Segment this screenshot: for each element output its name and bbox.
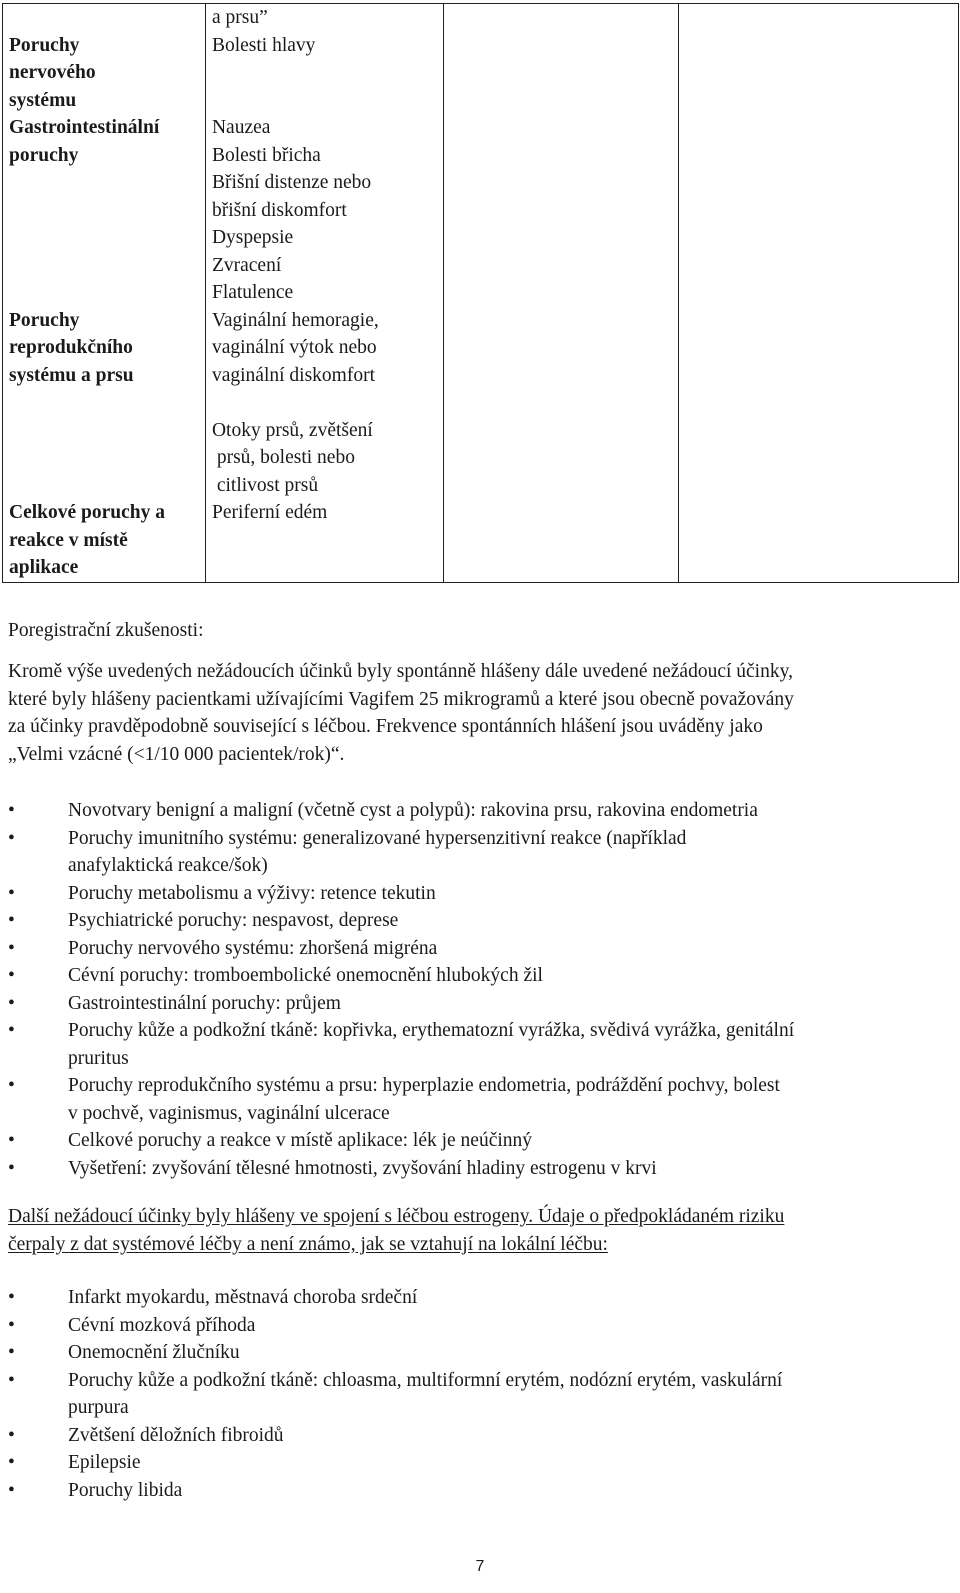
list-item-text: Infarkt myokardu, městnavá choroba srdeční xyxy=(68,1287,418,1308)
list-item xyxy=(0,1339,945,1367)
bullet-icon: • xyxy=(8,965,15,986)
list-item-text: purpura xyxy=(68,1397,129,1418)
list-item-text: Onemocnění žlučníku xyxy=(68,1342,240,1363)
list-item-text: pruritus xyxy=(68,1047,129,1069)
list-item xyxy=(0,962,945,990)
bullet-icon: • xyxy=(8,1314,15,1336)
postmarketing-heading: Poregistrační zkušenosti: xyxy=(8,620,204,641)
list-item xyxy=(0,1072,945,1127)
table-cell-soc xyxy=(3,307,206,500)
bullet-icon: • xyxy=(8,1452,15,1473)
list-item-text: Celkové poruchy a reakce v místě aplikace: lék je neúčinný xyxy=(68,1130,533,1151)
list-item-text: Cévní poruchy: tromboembolické onemocnění hlubokých žil xyxy=(68,965,543,986)
list-item xyxy=(0,825,945,880)
bullet-icon: • xyxy=(8,1479,15,1501)
list-item xyxy=(0,1155,945,1183)
list-item xyxy=(0,797,945,825)
soc-text: systému xyxy=(9,89,77,111)
effect-text: Vaginální hemoragie, xyxy=(211,309,379,331)
effect-text: Břišní distenze nebo xyxy=(211,172,372,193)
estrogen-note-line: čerpaly z dat systémové léčby a není známo, jak se vztahují na lokální léčbu: xyxy=(8,1233,608,1255)
soc-text: nervového xyxy=(9,62,96,83)
bullet-icon: • xyxy=(8,1369,15,1391)
effect-text: Bolesti hlavy xyxy=(211,34,316,56)
effect-text: Periferní edém xyxy=(211,502,328,523)
list-item-text: Poruchy reprodukčního systému a prsu: hyperplazie endometria, podráždění pochvy, bolest xyxy=(68,1075,780,1096)
table-cell-empty xyxy=(443,4,679,583)
list-item-text: Poruchy kůže a podkožní tkáně: kopřivka, erythematozní vyrážka, svědivá vyrážka, genitální xyxy=(68,1020,795,1041)
table-cell-effects xyxy=(205,307,443,500)
bullet-icon: • xyxy=(8,800,15,821)
list-item xyxy=(0,1312,945,1340)
bullet-icon: • xyxy=(8,882,15,904)
table-cell-effects xyxy=(205,499,443,582)
bullet-icon: • xyxy=(8,910,15,931)
bullet-icon: • xyxy=(8,992,15,1014)
bullet-icon: • xyxy=(8,1287,15,1308)
bullet-icon: • xyxy=(8,1424,15,1446)
table-cell-effects xyxy=(205,114,443,307)
estrogen-list xyxy=(0,1284,945,1504)
list-item xyxy=(0,990,945,1018)
bullet-icon: • xyxy=(8,937,15,959)
effect-text: Zvracení xyxy=(211,254,282,276)
table-cell-soc xyxy=(3,499,206,582)
effect-text: citlivost prsů xyxy=(211,474,319,496)
bullet-icon: • xyxy=(8,1020,15,1041)
postmarketing-list xyxy=(0,797,945,1182)
estrogen-note xyxy=(8,1203,953,1258)
paragraph-line: za účinky pravděpodobně související s léčbou. Frekvence spontánních hlášení jsou uváděny jako xyxy=(8,716,763,737)
list-item xyxy=(0,907,945,935)
list-item xyxy=(0,880,945,908)
list-item-text: Zvětšení děložních fibroidů xyxy=(68,1424,284,1446)
soc-text: reakce v místě xyxy=(9,529,128,551)
table-cell-soc xyxy=(3,32,206,115)
effect-text: Nauzea xyxy=(211,117,271,138)
effect-text: Bolesti břicha xyxy=(211,144,321,166)
list-item xyxy=(0,1284,945,1312)
effect-text: Flatulence xyxy=(211,282,294,303)
bullet-icon: • xyxy=(8,1157,15,1179)
table-cell-soc xyxy=(3,114,206,307)
table-row xyxy=(3,4,959,32)
paragraph-line: „Velmi vzácné (<1/10 000 pacientek/rok)“. xyxy=(8,743,345,765)
bullet-icon: • xyxy=(8,827,15,849)
list-item xyxy=(0,1127,945,1155)
list-item xyxy=(0,1017,945,1072)
list-item-text: anafylaktická reakce/šok) xyxy=(68,855,268,876)
bullet-icon: • xyxy=(8,1075,15,1096)
list-item xyxy=(0,1477,945,1505)
estrogen-note-line: Další nežádoucí účinky byly hlášeny ve spojení s léčbou estrogeny. Údaje o předpokládaném riziku xyxy=(8,1206,785,1227)
list-item-text: Cévní mozková příhoda xyxy=(68,1314,256,1336)
list-item-text: Poruchy nervového systému: zhoršená migréna xyxy=(68,937,438,959)
list-item xyxy=(0,1367,945,1422)
postmarketing-paragraph xyxy=(8,658,953,768)
soc-text: reprodukčního xyxy=(9,337,133,358)
bullet-icon: • xyxy=(8,1342,15,1363)
list-item xyxy=(0,1449,945,1477)
soc-text: Poruchy xyxy=(9,34,80,56)
bullet-icon: • xyxy=(8,1130,15,1151)
list-item xyxy=(0,935,945,963)
list-item-text: Poruchy imunitního systému: generalizované hypersenzitivní reakce (například xyxy=(68,827,687,849)
paragraph-line: Kromě výše uvedených nežádoucích účinků byly spontánně hlášeny dále uvedené nežádoucí účinky, xyxy=(8,661,793,682)
soc-text: Gastrointestinální xyxy=(9,117,160,138)
table-cell-soc xyxy=(3,4,206,32)
list-item-text: Epilepsie xyxy=(68,1452,141,1473)
table-cell-effects xyxy=(205,4,443,32)
soc-text: Celkové poruchy a xyxy=(9,502,165,523)
effect-text: vaginální výtok nebo xyxy=(211,337,377,358)
adverse-effects-table xyxy=(2,3,959,583)
soc-text: poruchy xyxy=(9,144,79,166)
list-item-text: Poruchy libida xyxy=(68,1479,183,1501)
table-cell-effects xyxy=(205,32,443,115)
list-item-text: Vyšetření: zvyšování tělesné hmotnosti, zvyšování hladiny estrogenu v krvi xyxy=(68,1157,657,1179)
effect-text: vaginální diskomfort xyxy=(211,364,375,386)
effect-text: a prsu” xyxy=(211,7,268,28)
paragraph-line: které byly hlášeny pacientkami užívajícími Vagifem 25 mikrogramů a které jsou obecně považovány xyxy=(8,688,794,710)
list-item-text: v pochvě, vaginismus, vaginální ulcerace xyxy=(68,1102,390,1124)
soc-text: systému a prsu xyxy=(9,364,134,386)
list-item-text: Poruchy metabolismu a výživy: retence tekutin xyxy=(68,882,436,904)
soc-text: Poruchy xyxy=(9,309,80,331)
list-item-text: Gastrointestinální poruchy: průjem xyxy=(68,992,341,1014)
soc-text: aplikace xyxy=(9,557,79,578)
effect-text: Otoky prsů, zvětšení xyxy=(211,419,373,441)
page-number: 7 xyxy=(475,1558,485,1575)
list-item-text: Poruchy kůže a podkožní tkáně: chloasma, multiformní erytém, nodózní erytém, vaskulární xyxy=(68,1369,783,1391)
list-item-text: Psychiatrické poruchy: nespavost, deprese xyxy=(68,910,399,931)
effect-text: prsů, bolesti nebo xyxy=(211,447,355,468)
table-cell-empty xyxy=(679,4,959,583)
list-item xyxy=(0,1422,945,1450)
effect-text: Dyspepsie xyxy=(211,227,294,248)
effect-text: břišní diskomfort xyxy=(211,199,347,221)
list-item-text: Novotvary benigní a maligní (včetně cyst a polypů): rakovina prsu, rakovina endometria xyxy=(68,800,758,821)
